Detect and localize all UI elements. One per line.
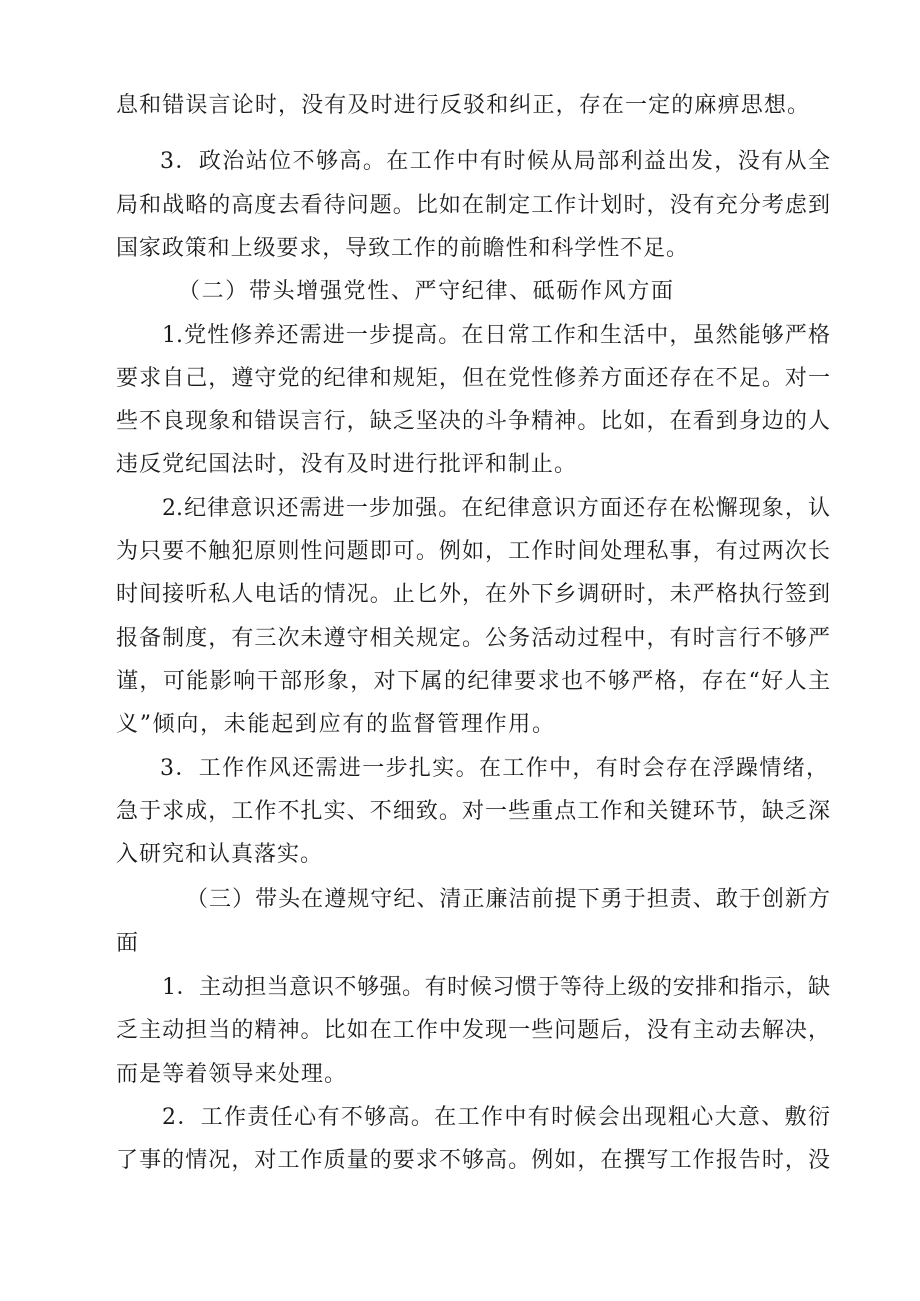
text-line: 违反党纪国法时，没有及时进行批评和制止。 [116, 452, 576, 477]
text-line: 急于求成，工作不扎实、不细致。对一些重点工作和关键环节，缺乏深 [116, 799, 830, 824]
text-line: 时间接听私人电话的情况。止匕外，在外下乡调研时，未严格执行签到 [116, 582, 830, 607]
text-line: 乏主动担当的精神。比如在工作中发现一些问题后，没有主动去解决， [116, 1018, 830, 1043]
section-heading: 面 [116, 931, 139, 956]
text-line: 谨，可能影响干部形象，对下属的纪律要求也不够严格，存在“好人主 [116, 669, 830, 694]
text-line: 2．工作责任心有不够高。在工作中有时候会出现粗心大意、敷衍 [162, 1105, 830, 1130]
text-line: 义”倾向，未能起到应有的监督管理作用。 [116, 712, 554, 737]
text-line: 息和错误言论时，没有及时进行反驳和纠正，存在一定的麻痹思想。 [116, 93, 809, 118]
section-heading: （三）带头在遵规守纪、清正廉洁前提下勇于担责、敢于创新方 [186, 887, 830, 912]
section-heading: （二）带头增强党性、严守纪律、砥砺作风方面 [178, 279, 673, 304]
text-line: 1．主动担当意识不够强。有时候习惯于等待上级的安排和指示，缺 [162, 975, 830, 1000]
text-line: 要求自己，遵守党的纪律和规矩，但在党性修养方面还存在不足。对一 [116, 366, 830, 391]
text-line: 而是等着领导来处理。 [116, 1062, 346, 1087]
text-line: 局和战略的高度去看待问题。比如在制定工作计划时，没有充分考虑到 [116, 193, 830, 218]
text-line: 入研究和认真落实。 [116, 842, 322, 867]
text-line: 国家政策和上级要求，导致工作的前瞻性和科学性不足。 [116, 236, 688, 261]
text-line: 为只要不触犯原则性问题即可。例如，工作时间处理私事，有过两次长 [116, 539, 830, 564]
text-line: 报备制度，有三次未遵守相关规定。公务活动过程中，有时言行不够严 [116, 626, 830, 651]
text-line: 2.纪律意识还需进一步加强。在纪律意识方面还存在松懈现象，认 [162, 496, 830, 521]
text-line: 3．政治站位不够高。在工作中有时候从局部利益出发，没有从全 [160, 149, 830, 174]
text-line: 些不良现象和错误言行，缺乏坚决的斗争精神。比如，在看到身边的人 [116, 409, 830, 434]
text-line: 3．工作作风还需进一步扎实。在工作中，有时会存在浮躁情绪， [160, 756, 828, 781]
text-line: 了事的情况，对工作质量的要求不够高。例如，在撰写工作报告时，没 [116, 1148, 830, 1173]
text-line: 1.党性修养还需进一步提高。在日常工作和生活中，虽然能够严格 [162, 323, 830, 348]
